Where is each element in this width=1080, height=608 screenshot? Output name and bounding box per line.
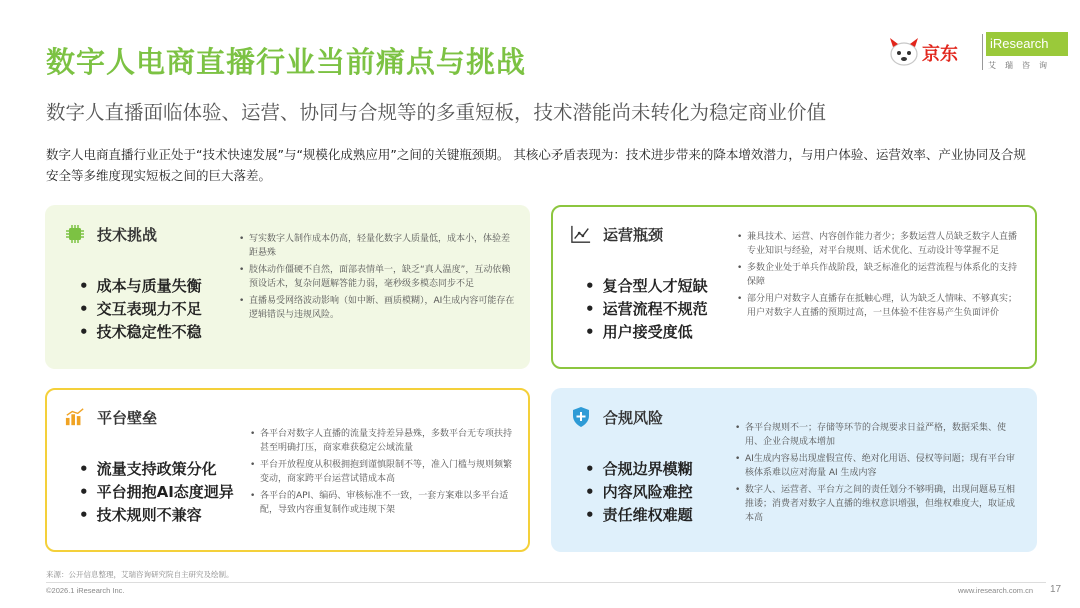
key-point: • 责任维权难题 [585,504,693,527]
line-chart-icon [571,224,591,244]
brand-logos [886,28,1072,78]
key-points [79,275,202,344]
bar-chart-icon [65,407,85,427]
detail-item: • 兼具技术、运营、内容创作能力者少；多数运营人员缺乏数字人直播专业知识与经验，对平台规则、话术优化、互动设计等掌握不足 [737,231,1023,258]
key-point: • 复合型人才短缺 [585,275,708,298]
detail-item: • 写实数字人制作成本仍高，轻量化数字人质量低，成本小，体验差距悬殊 [239,233,515,260]
website-link[interactable]: www.iresearch.com.cn [958,586,1034,595]
detail-item: • 各平台的API、编码、审核标准不一致，一套方案难以多平台适配，导致内容重复制作或违规下架 [250,490,518,517]
detail-item: • 各平台规则不一；存储等环节的合规要求日益严格，数据采集、使用、企业合规成本增加 [735,422,1021,449]
source-note: 来源：公开信息整理，艾瑞咨询研究院自主研究及绘制。 [46,570,234,579]
key-point: • 技术规则不兼容 [79,504,234,527]
card-header [65,221,157,247]
card-title: 运营瓶颈 [603,225,664,244]
key-point: • 技术稳定性不稳 [79,321,202,344]
card-header [571,404,663,430]
card-tech-challenge [45,205,530,369]
card-operation-bottleneck [551,205,1037,369]
detail-item: • 部分用户对数字人直播存在抵触心理，认为缺乏人情味、不够真实；用户对数字人直播的预期过高，一旦体验不佳容易产生负面评价 [737,293,1023,320]
detail-list [737,231,1023,325]
card-title: 合规风险 [603,408,664,427]
card-platform-barrier [45,388,530,552]
detail-item: • 数字人、运营者、平台方之间的责任划分不够明确，出现问题易互相推诿；消费者对数字人直播的维权意识增强，但维权难度大，取证成本高 [735,484,1021,525]
detail-item: • 肢体动作僵硬不自然，面部表情单一，缺乏“真人温度”，互动依赖预设话术，复杂问题解答能力弱，毫秒级多模态同步不足 [239,264,515,291]
detail-item: • 直播易受网络波动影响（如中断、画质模糊），AI生成内容可能存在逻辑错误与违规风险。 [239,295,515,322]
card-compliance-risk [551,388,1037,552]
card-title: 平台壁垒 [97,408,158,427]
card-title: 技术挑战 [97,225,158,244]
jd-dog-logo-icon [886,34,922,70]
copyright: ©2026.1 iResearch Inc. [46,586,125,595]
jd-logo-text: 京东 [922,44,958,65]
chip-icon [65,224,85,244]
detail-list [239,233,515,327]
key-point: • 内容风险难控 [585,481,693,504]
key-points [585,458,693,527]
logo-divider [982,34,983,70]
key-points [585,275,708,344]
card-header [571,221,663,247]
key-point: • 成本与质量失衡 [79,275,202,298]
shield-icon [571,407,591,427]
key-point: • 平台拥抱AI态度迥异 [79,481,234,504]
detail-list [735,422,1021,529]
detail-item: • 多数企业处于单兵作战阶段，缺乏标准化的运营流程与体系化的支持保障 [737,262,1023,289]
iresearch-subtitle: 艾瑞咨询 [988,61,1056,70]
detail-item: • AI生成内容易出现虚假宣传、绝对化用语、侵权等问题；现有平台审核体系难以应对海量 AI 生成内容 [735,453,1021,480]
key-point: • 合规边界模糊 [585,458,693,481]
card-header [65,404,157,430]
intro-paragraph: 数字人电商直播行业正处于“技术快速发展”与“规模化成熟应用”之间的关键瓶颈期。 其核心矛盾表现为：技术进步带来的降本增效潜力，与用户体验、运营效率、产业协同及合规安全等多维度现实短板之间的巨大落差。 [46,147,1026,183]
page-subtitle: 数字人直播面临体验、运营、协同与合规等的多重短板，技术潜能尚未转化为稳定商业价值 [46,101,827,124]
detail-list [250,428,518,522]
iresearch-logo: iResearch [986,32,1068,56]
page-title: 数字人电商直播行业当前痛点与挑战 [46,45,527,79]
page-number: 17 [1050,584,1062,595]
key-point: • 交互表现力不足 [79,298,202,321]
key-points [79,458,234,527]
detail-item: • 平台开放程度从积极拥抱到谨慎限制不等，准入门槛与规则频繁变动，商家跨平台运营试错成本高 [250,459,518,486]
key-point: • 流量支持政策分化 [79,458,234,481]
footer-divider [46,582,1046,583]
detail-item: • 各平台对数字人直播的流量支持差异悬殊，多数平台无专项扶持甚至明确打压，商家难获稳定公域流量 [250,428,518,455]
key-point: • 用户接受度低 [585,321,708,344]
key-point: • 运营流程不规范 [585,298,708,321]
